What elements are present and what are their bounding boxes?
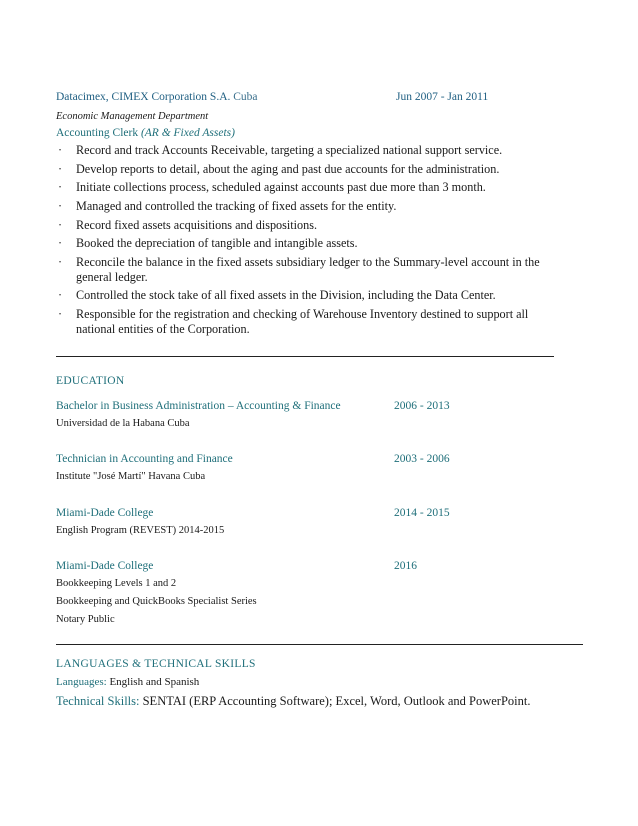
list-item (56, 199, 556, 214)
section-divider (56, 644, 583, 645)
company-line (56, 91, 258, 103)
education-years: 2003 - 2006 (394, 453, 450, 465)
education-years: 2016 (394, 560, 417, 572)
technical-skills-value: SENTAI (ERP Accounting Software); Excel, Word, Outlook and PowerPoint. (142, 694, 531, 708)
company-location: Cuba (233, 91, 258, 103)
education-detail: Institute "José Martí" Havana Cuba (56, 471, 206, 482)
section-divider (56, 356, 554, 357)
company-name: Datacimex, CIMEX Corporation S.A. (56, 91, 231, 103)
education-detail: English Program (REVEST) 2014-2015 (56, 525, 225, 536)
skills-heading: LANGUAGES & TECHNICAL SKILLS (56, 658, 256, 670)
technical-skills-label: Technical Skills: (56, 694, 140, 708)
education-detail: Notary Public (56, 614, 115, 625)
education-heading: EDUCATION (56, 375, 125, 387)
bullet-mark: · (58, 217, 63, 232)
bullet-text: Reconcile the balance in the fixed assets subsidiary ledger to the Summary-level account in the general ledger. (76, 255, 540, 284)
bullet-text: Record fixed assets acquisitions and dispositions. (76, 217, 318, 232)
responsibilities-list (56, 143, 556, 340)
education-detail: Bookkeeping Levels 1 and 2 (56, 578, 177, 589)
bullet-mark: · (58, 199, 63, 214)
education-detail: Bookkeeping and QuickBooks Specialist Series (56, 596, 257, 607)
education-detail: Universidad de la Habana Cuba (56, 418, 190, 429)
education-degree: Bachelor in Business Administration – Accounting & Finance (56, 400, 341, 412)
bullet-mark: · (58, 307, 63, 321)
department: Economic Management Department (56, 111, 209, 122)
list-item (56, 162, 556, 177)
list-item (56, 236, 556, 251)
languages-value: English and Spanish (109, 676, 200, 688)
list-item (56, 218, 556, 233)
list-item (56, 307, 556, 336)
job-title-text: Accounting Clerk (56, 127, 139, 139)
bullet-text: Controlled the stock take of all fixed assets in the Division, including the Data Center. (76, 288, 496, 303)
list-item (56, 255, 556, 284)
list-item (56, 288, 556, 303)
technical-skills-line (56, 694, 530, 709)
languages-line (56, 676, 199, 688)
list-item (56, 143, 556, 158)
languages-label: Languages: (56, 676, 107, 688)
education-degree: Miami-Dade College (56, 560, 154, 572)
bullet-text: Responsible for the registration and checking of Warehouse Inventory destined to support all national entities of the Corporation. (76, 307, 529, 336)
bullet-mark: · (58, 161, 63, 176)
education-years: 2014 - 2015 (394, 507, 450, 519)
job-title-detail: (AR & Fixed Assets) (140, 127, 235, 139)
list-item (56, 180, 556, 195)
bullet-text: Initiate collections process, scheduled against accounts past due more than 3 month. (76, 180, 486, 195)
education-years: 2006 - 2013 (394, 400, 450, 412)
bullet-mark: · (58, 180, 63, 195)
experience-dates: Jun 2007 - Jan 2011 (396, 91, 489, 103)
bullet-mark: · (58, 143, 63, 157)
bullet-text: Develop reports to detail, about the aging and past due accounts for the administration. (76, 161, 500, 176)
job-title (56, 127, 235, 139)
bullet-text: Record and track Accounts Receivable, targeting a specialized national support service. (76, 143, 503, 157)
bullet-text: Booked the depreciation of tangible and intangible assets. (76, 236, 358, 251)
bullet-mark: · (58, 236, 63, 251)
education-degree: Technician in Accounting and Finance (56, 453, 233, 465)
bullet-text: Managed and controlled the tracking of fixed assets for the entity. (76, 199, 397, 214)
education-degree: Miami-Dade College (56, 507, 154, 519)
bullet-mark: · (58, 288, 63, 303)
bullet-mark: · (58, 255, 63, 270)
